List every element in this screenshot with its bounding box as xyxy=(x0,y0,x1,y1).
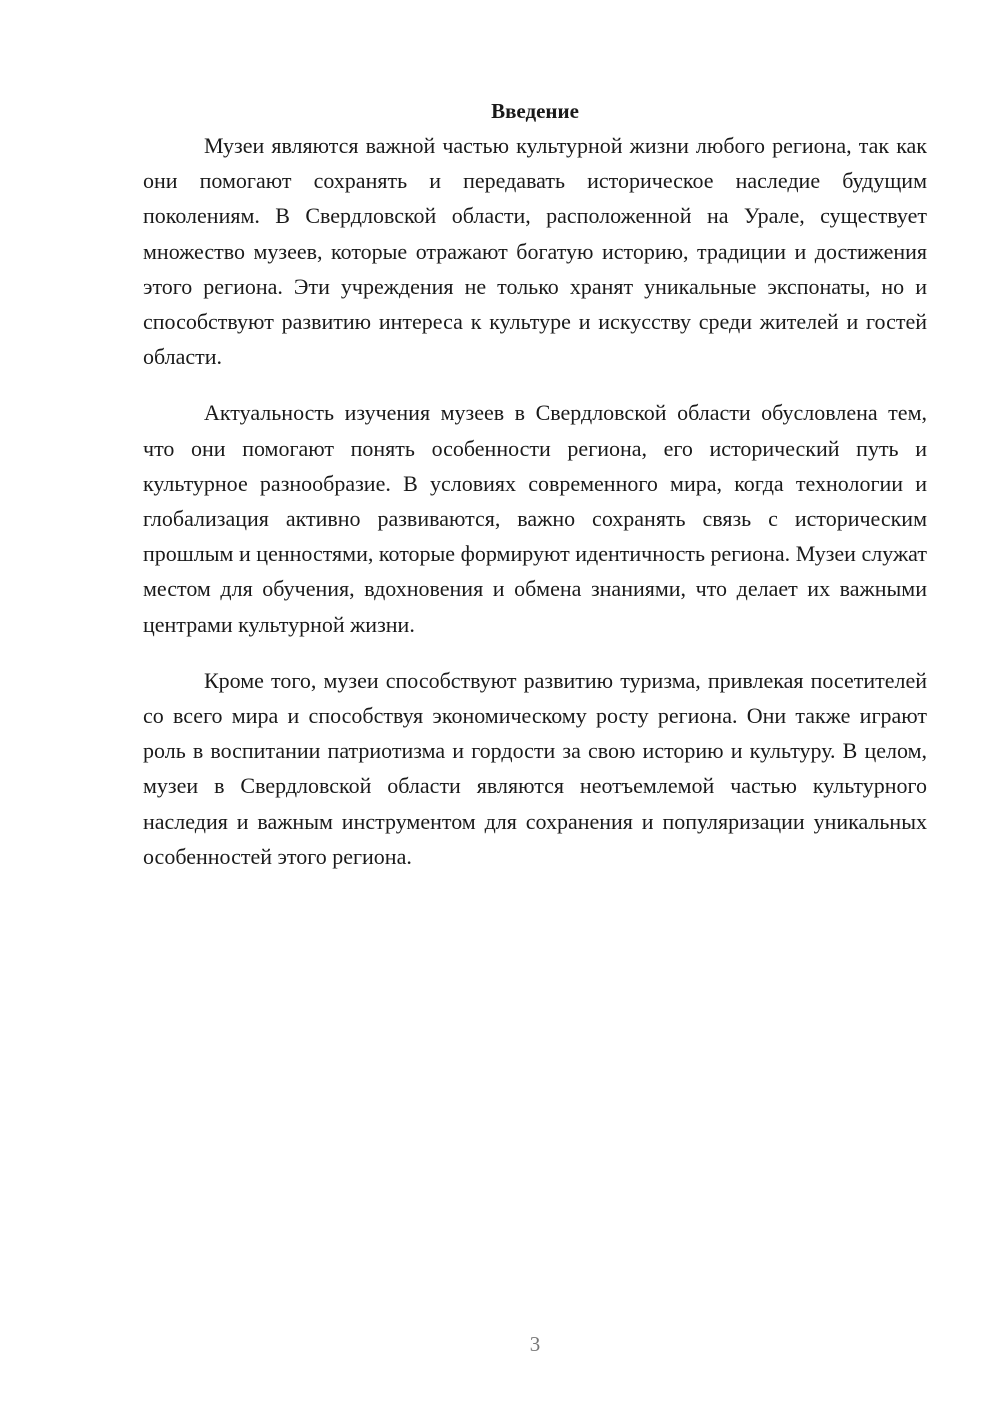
paragraph: Актуальность изучения музеев в Свердловской области обусловлена тем, что они помогают понять особенности региона, его исторический путь и культурное разнообразие. В условиях современного мира, когда технологии и глобализация активно развиваются, важно сохранять связь с историческим прошлым и ценностями, которые формируют идентичность региона. Музеи служат местом для обучения, вдохновения и обмена знаниями, что делает их важными центрами культурной жизни. xyxy=(143,400,927,637)
paragraph: Музеи являются важной частью культурной жизни любого региона, так как они помогают сохранять и передавать историческое наследие будущим поколениям. В Свердловской области, расположенной на Урале, существует множество музеев, которые отражают богатую историю, традиции и достижения этого региона. Эти учреждения не только хранят уникальные экспонаты, но и способствуют развитию интереса к культуре и искусству среди жителей и гостей области. xyxy=(143,133,927,370)
section-heading: Введение xyxy=(491,99,579,123)
paragraph: Кроме того, музеи способствуют развитию туризма, привлекая посетителей со всего мира и способствуя экономическому росту региона. Они также играют роль в воспитании патриотизма и гордости за свою историю и культуру. В целом, музеи в Свердловской области являются неотъемлемой частью культурного наследия и важным инструментом для сохранения и популяризации уникальных особенностей этого региона. xyxy=(143,667,927,869)
page-number: 3 xyxy=(529,1332,541,1356)
page-content xyxy=(143,96,927,874)
